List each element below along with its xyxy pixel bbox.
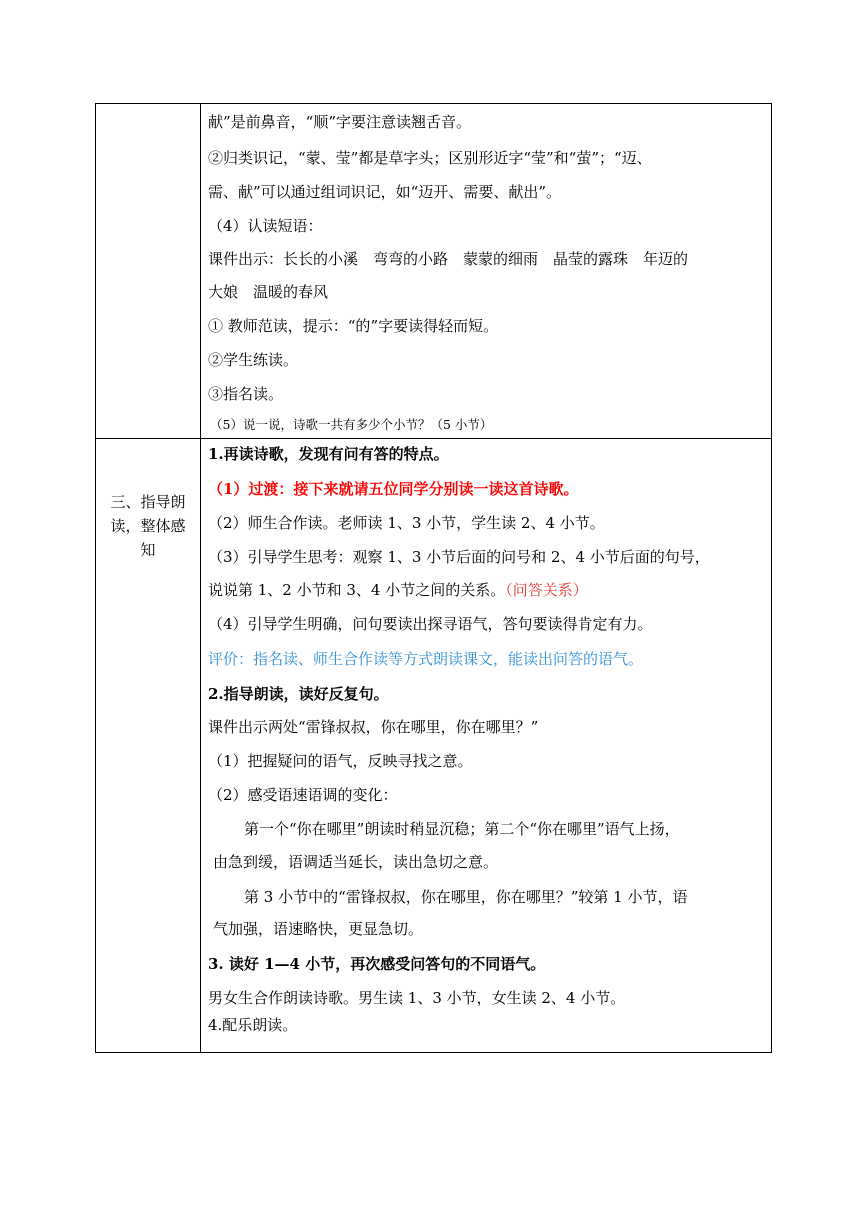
row-divider [96, 438, 771, 439]
text-line: ③指名读。 [208, 385, 284, 403]
text-line: 4.配乐朗读。 [208, 1016, 298, 1034]
section-heading: 3. 读好 1—4 小节，再次感受问答句的不同语气。 [208, 955, 546, 973]
text-line: （3）引导学生思考：观察 1、3 小节后面的问号和 2、4 小节后面的句号， [208, 548, 710, 566]
text-line: 男女生合作朗读诗歌。男生读 1、3 小节，女生读 2、4 小节。 [208, 989, 626, 1007]
stage-label-line: 三、指导朗 [110, 493, 186, 511]
text-line: 需、献”可以通过组词识记，如“迈开、需要、献出”。 [208, 183, 562, 201]
text-line: 气加强，语速略快，更显急切。 [213, 920, 424, 938]
text-line: ① 教师范读，提示：“的”字要读得轻而短。 [208, 317, 499, 335]
text-line: （2）感受语速语调的变化： [208, 786, 398, 804]
text-line: （4）引导学生明确，问句要读出探寻语气，答句要读得肯定有力。 [208, 615, 653, 633]
column-divider [200, 104, 201, 1052]
text-line: ②归类识记，“蒙、莹”都是草字头；区别形近字“莹”和“萤”；“迈、 [208, 149, 652, 167]
text-line: （4）认读短语： [208, 217, 323, 235]
text-line: ②学生练读。 [208, 351, 299, 369]
text-line: 第 3 小节中的“雷锋叔叔，你在哪里，你在哪里？”较第 1 小节，语 [244, 888, 688, 906]
answer-note: （问答关系） [505, 581, 588, 599]
text-line: （1）过渡：接下来就请五位同学分别读一读这首诗歌。 [208, 480, 579, 498]
text-line: 由急到缓，语调适当延长，读出急切之意。 [213, 853, 499, 871]
stage-label-line: 读，整体感 [110, 517, 186, 535]
text-line: （5）说一说，诗歌一共有多少个小节？（5 小节） [210, 417, 493, 432]
text-line: （1）把握疑问的语气，反映寻找之意。 [208, 752, 473, 770]
text-line [208, 580, 588, 600]
text-span: 说说第 1、2 小节和 3、4 小节之间的关系。 [208, 581, 506, 599]
text-line: （2）师生合作读。老师读 1、3 小节，学生读 2、4 小节。 [208, 514, 605, 532]
text-line: 课件出示：长长的小溪 弯弯的小路 蒙蒙的细雨 晶莹的露珠 年迈的 [208, 250, 689, 268]
stage-label [96, 490, 200, 562]
evaluation-line: 评价：指名读、师生合作读等方式朗读课文，能读出问答的语气。 [208, 650, 644, 668]
section-heading: 1.再读诗歌，发现有问有答的特点。 [208, 445, 449, 463]
section-heading: 2.指导朗读，读好反复句。 [208, 685, 389, 703]
text-line: 大娘 温暖的春风 [208, 283, 329, 301]
text-line: 第一个“你在哪里”朗读时稍显沉稳；第二个“你在哪里”语气上扬， [244, 820, 680, 838]
text-line: 献”是前鼻音，“顺”字要注意读翘舌音。 [208, 113, 472, 131]
lesson-table [95, 103, 772, 1053]
text-line: 课件出示两处“雷锋叔叔，你在哪里，你在哪里？” [208, 718, 539, 736]
stage-label-line: 知 [140, 541, 156, 559]
